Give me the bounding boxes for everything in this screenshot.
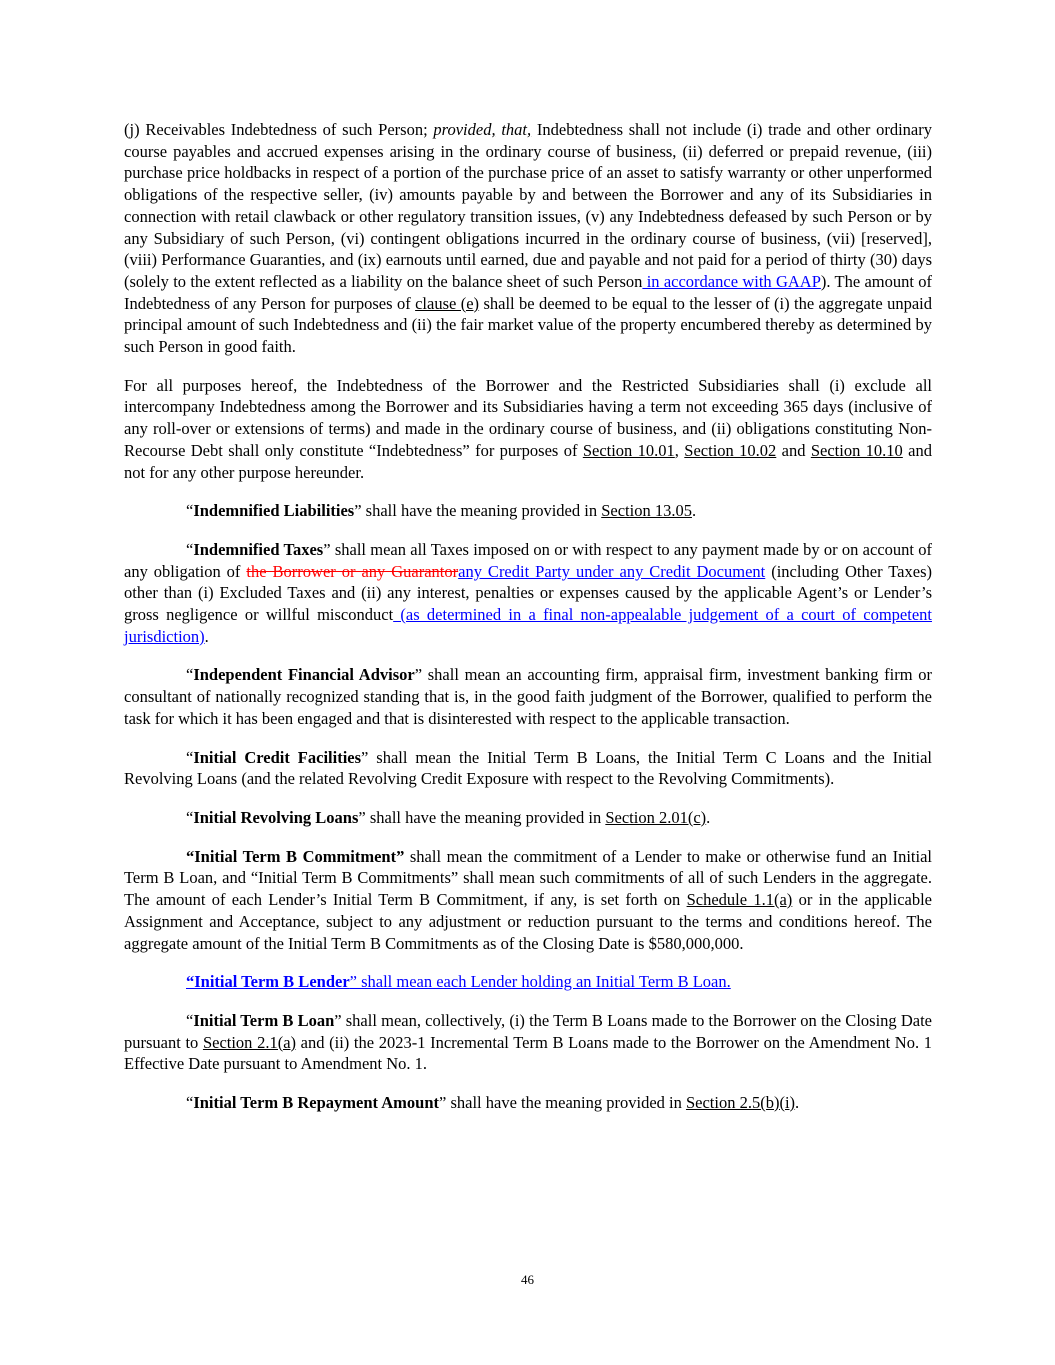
text-run: any Credit Party under any Credit Document	[458, 561, 766, 581]
text-run: ” shall mean the Initial Term B Loans, the Initial Term C Loans and the Initial Revolving Loans (and the related Revolving Credit Exposure with respect to the Revolving Commitments).	[124, 747, 933, 789]
text-run: Section 2.5(b)(i)	[685, 1093, 796, 1113]
text-run: .	[691, 501, 697, 521]
text-run: Schedule 1.1(a)	[686, 890, 793, 910]
text-run: “	[186, 747, 194, 767]
text-run: Initial Term B Repayment Amount	[193, 1093, 440, 1113]
text-run: (j) Receivables Indebtedness of such Person;	[124, 120, 434, 139]
text-run: and (ii) the 2023-1 Incremental Term B Loans made to the Borrower on the Amendment No. 1 Effective Date pursuant to Amendment No. 1.	[124, 1032, 932, 1074]
definition-independent-financial-advisor	[124, 664, 932, 729]
text-run: Section 2.01(c)	[605, 807, 707, 827]
text-run: (including Other Taxes) other than (i) Excluded Taxes and (ii) any interest, penalties or expenses caused by the applicable Agent’s or Lender’s gross negligence or willful misconduct	[124, 561, 932, 625]
text-run: shall mean the commitment of a Lender to make or otherwise fund an Initial Term B Loan, and “Initial Term B Commitments” shall mean such commitments of all of such Lenders in the aggregate. The amount of each Lender’s Initial Term B Commitment, if any, is set forth on	[124, 846, 932, 910]
text-run: .	[204, 626, 209, 646]
text-run: “	[186, 665, 194, 685]
text-run: ). The amount of Indebtedness of any Person for purposes of	[124, 271, 932, 313]
text-run: clause (e)	[415, 293, 480, 313]
text-run: Indemnified Liabilities	[193, 501, 355, 521]
text-run: (as determined in a final non-appealable judgement of a court of competent jurisdiction)	[124, 605, 932, 646]
definition-initial-term-b-commitment	[124, 846, 932, 955]
text-run: ” shall mean an accounting firm, appraisal firm, investment banking firm or consultant of nationally recognized standing that is, in the good faith judgment of the Borrower, qualified to perform the task for which it has been engaged and that is disinterested with respect to the applicable transaction.	[124, 665, 933, 728]
text-run: For all purposes hereof, the Indebtedness of the Borrower and the Restricted Subsidiaries shall (i) exclude all intercompany Indebtedness among the Borrower and its Subsidiaries having a term not exceeding 365 days (inclusive of any roll-over or extensions of terms) and made in the ordinary course of business, and (ii) obligations constituting Non-Recourse Debt shall only constitute “Indebtedness” for purposes of	[124, 375, 932, 460]
definition-initial-revolving-loans	[124, 807, 932, 829]
definition-indemnified-liabilities	[124, 500, 932, 522]
paragraph-j-receivables	[124, 119, 932, 358]
text-run: Initial Credit Facilities	[193, 747, 362, 767]
page-number: 46	[521, 1272, 534, 1287]
text-run: ,	[491, 120, 496, 139]
text-run: Indemnified Taxes	[193, 539, 324, 559]
document-body	[124, 119, 932, 1131]
text-run: provided	[433, 120, 492, 139]
text-run: “	[186, 1010, 194, 1030]
text-run: ,	[674, 440, 685, 460]
text-run: .	[706, 807, 711, 827]
paragraph-for-all-purposes	[124, 375, 932, 484]
text-run: Section 13.05	[601, 501, 692, 521]
text-run: ” shall have the meaning provided in	[439, 1093, 686, 1113]
text-run: ” shall mean each Lender holding an Initial Term B Loan.	[349, 972, 731, 992]
text-run: “	[186, 539, 194, 559]
text-run: ” shall mean, collectively, (i) the Term B Loans made to the Borrower on the Closing Date pursuant to	[124, 1010, 932, 1052]
text-run: Section 10.10	[810, 440, 903, 460]
text-run: “	[186, 1093, 194, 1113]
text-run: Indebtedness shall not include (i) trade and other ordinary course payables and accrued expenses arising in the ordinary course of business, (ii) deferred or prepaid revenue, (iii) purchase price holdbacks in respect of a portion of the purchase price of an asset to satisfy warranty or other unperformed obligations of the respective seller, (iv) amounts payable by and between the Borrower and any of its Subsidiaries in connection with retail clawback or other regulatory transition issues, (v) any Indebtedness defeased by such Person or by any Subsidiary of such Person, (vi) contingent obligations incurred in the ordinary course of business, (vii) [reserved], (viii) Performance Guaranties, and (ix) earnouts until earned, due and payable and not paid for a period of thirty (30) days (solely to the extent reflected as a liability on the balance sheet of such Person	[124, 120, 932, 291]
text-run: the Borrower or any Guarantor	[246, 561, 459, 581]
text-run: “	[186, 807, 194, 827]
text-run: “Initial Term B Commitment”	[186, 846, 405, 866]
text-run: shall be deemed to be equal to the lesser of (i) the aggregate unpaid principal amount of such Indebtedness and (ii) the fair market value of the property encumbered thereby as determined by such Person in good faith.	[124, 293, 932, 357]
text-run: Section 10.02	[684, 440, 777, 460]
text-run: in accordance with GAAP	[642, 271, 821, 291]
text-run: “	[186, 501, 194, 521]
text-run: .	[795, 1093, 800, 1113]
text-run: Section 10.01	[582, 440, 675, 460]
text-run: Initial Term B Loan	[193, 1010, 335, 1030]
text-run: Section 2.1(a)	[202, 1032, 297, 1052]
definition-initial-term-b-lender	[124, 971, 932, 993]
text-run: ,	[527, 120, 532, 139]
text-run: ” shall have the meaning provided in	[354, 501, 602, 521]
text-run: that	[501, 120, 527, 139]
definition-indemnified-taxes	[124, 539, 932, 648]
definition-initial-term-b-loan	[124, 1010, 932, 1075]
text-run: and	[776, 440, 811, 460]
text-run: “Initial Term B Lender	[186, 972, 350, 992]
text-run: ” shall mean all Taxes imposed on or with respect to any payment made by or on account of any obligation of	[124, 539, 933, 581]
text-run: ” shall have the meaning provided in	[358, 807, 606, 827]
text-run: Independent Financial Advisor	[193, 665, 415, 685]
text-run: and not for any other purpose hereunder.	[124, 440, 932, 482]
text-run: Initial Revolving Loans	[193, 807, 359, 827]
definition-initial-term-b-repayment-amount	[124, 1092, 932, 1114]
text-run: or in the applicable Assignment and Acceptance, subject to any adjustment or reduction pursuant to the terms and conditions hereof. The aggregate amount of the Initial Term B Commitments as of the Closing Date is $580,000,000.	[124, 890, 932, 953]
definition-initial-credit-facilities	[124, 747, 932, 790]
